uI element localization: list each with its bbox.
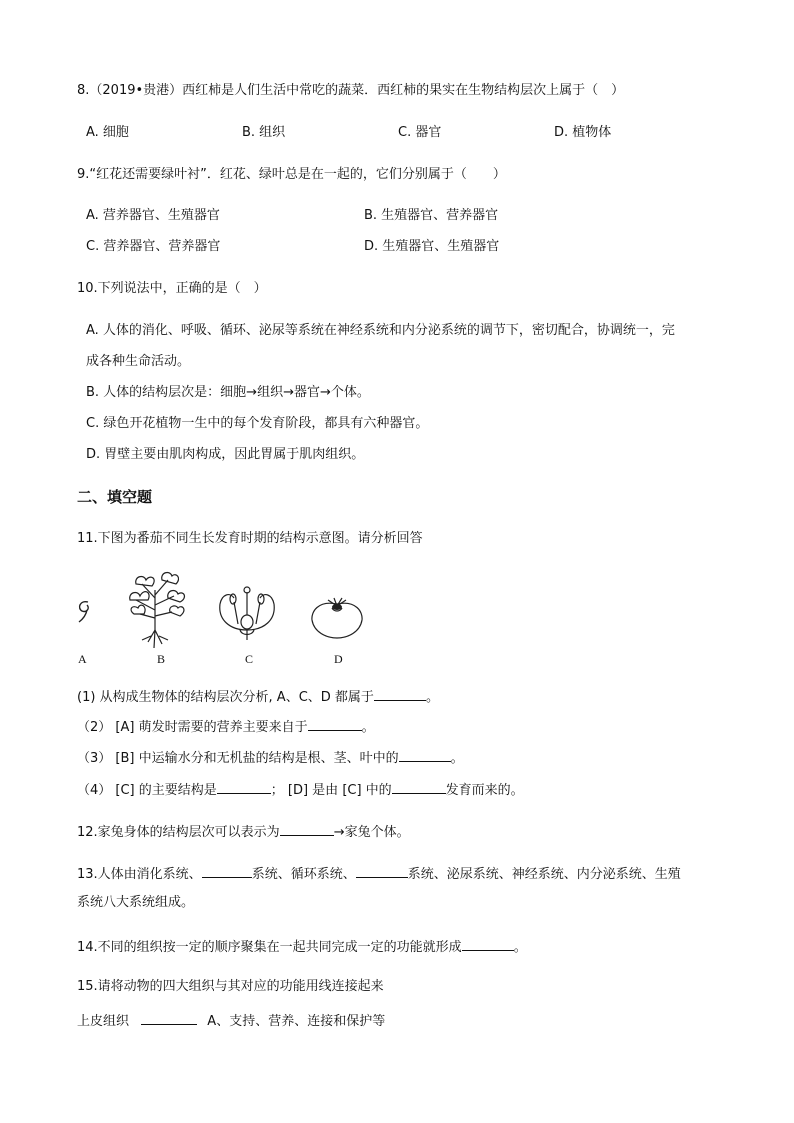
q15-row1-right: A、支持、营养、连接和保护等 (207, 1014, 386, 1029)
flower-figure (214, 584, 280, 642)
tomato-figure (308, 594, 366, 640)
figure-label-b: B (157, 652, 166, 666)
q8-option-a[interactable]: A. 细胞 (86, 125, 129, 140)
q10-stem: 10.下列说法中，正确的是（ ） (77, 281, 267, 296)
q8-option-c[interactable]: C. 器官 (398, 125, 442, 140)
q11-sub2-end: 。 (361, 720, 375, 735)
q14-blank[interactable] (462, 936, 514, 951)
q9-option-c[interactable]: C. 营养器官、营养器官 (86, 239, 221, 254)
q13-line1 (77, 863, 681, 884)
q10-option-b[interactable]: B. 人体的结构层次是：细胞→组织→器官→个体。 (86, 385, 370, 400)
q9-option-d[interactable]: D. 生殖器官、生殖器官 (364, 239, 500, 254)
q8-option-d[interactable]: D. 植物体 (554, 125, 612, 140)
section-heading-fill-blank: 二、填空题 (77, 488, 153, 506)
q11-sub4-mid: ； [D] 是由 [C] 中的 (270, 783, 392, 798)
q11-sub4-text: （4） [C] 的主要结构是 (77, 783, 217, 798)
figure-label-c: C (245, 652, 254, 666)
q12-end: →家兔个体。 (333, 825, 410, 840)
q10-option-a-line2: 成各种生命活动。 (86, 354, 191, 369)
q11-sub2-text: （2） [A] 萌发时需要的营养主要来自于 (77, 720, 308, 735)
seed-figure (74, 598, 100, 628)
q13-text-2: 系统、循环系统、 (251, 867, 356, 882)
q11-sub2-blank[interactable] (308, 716, 362, 731)
q10-option-a-line1[interactable]: A. 人体的消化、呼吸、循环、泌尿等系统在神经系统和内分泌系统的调节下，密切配合，协调统一，完 (86, 323, 675, 338)
q13-blank-1[interactable] (202, 863, 252, 878)
q11-stem: 11.下图为番茄不同生长发育时期的结构示意图。请分析回答 (77, 531, 423, 546)
q11-sub4 (77, 779, 524, 800)
q9-stem: 9.“红花还需要绿叶衬”．红花、绿叶总是在一起的，它们分别属于（ ） (77, 167, 506, 182)
q11-sub3 (77, 747, 464, 768)
q13-blank-2[interactable] (356, 863, 408, 878)
q13-text-1: 13.人体由消化系统、 (77, 867, 202, 882)
figure-label-a: A (78, 652, 87, 666)
q13-line2: 系统八大系统组成。 (77, 895, 195, 910)
q14-end: 。 (513, 940, 527, 955)
q15-row1-blank[interactable] (141, 1010, 197, 1025)
q14 (77, 936, 527, 957)
q15-row1-left: 上皮组织 (77, 1014, 130, 1029)
q15-row1 (77, 1010, 385, 1031)
q11-sub4-blank-1[interactable] (217, 779, 271, 794)
q10-option-d[interactable]: D. 胃壁主要由肌肉构成，因此胃属于肌肉组织。 (86, 447, 365, 462)
q13-text-3: 系统、泌尿系统、神经系统、内分泌系统、生殖 (407, 867, 681, 882)
q11-sub2 (77, 716, 375, 737)
q12 (77, 821, 410, 842)
q11-sub1-text: (1) 从构成生物体的结构层次分析, A、C、D 都属于 (77, 690, 374, 705)
q14-text: 14.不同的组织按一定的顺序聚集在一起共同完成一定的功能就形成 (77, 940, 462, 955)
q11-sub3-text: （3） [B] 中运输水分和无机盐的结构是根、茎、叶中的 (77, 751, 399, 766)
q12-text: 12.家兔身体的结构层次可以表示为 (77, 825, 280, 840)
q11-sub1-blank[interactable] (374, 686, 426, 701)
q9-option-b[interactable]: B. 生殖器官、营养器官 (364, 208, 499, 223)
q8-stem: 8.（2019•贵港）西红柿是人们生活中常吃的蔬菜．西红柿的果实在生物结构层次上属于（ ） (77, 83, 625, 98)
q12-blank[interactable] (280, 821, 334, 836)
figure-label-d: D (334, 652, 343, 666)
q11-sub1 (77, 686, 439, 707)
q11-sub3-end: 。 (450, 751, 464, 766)
q11-sub1-end: 。 (425, 690, 439, 705)
q10-option-c[interactable]: C. 绿色开花植物一生中的每个发育阶段，都具有六种器官。 (86, 416, 429, 431)
q8-option-b[interactable]: B. 组织 (242, 125, 286, 140)
q11-sub4-end: 发育而来的。 (445, 783, 524, 798)
q15-stem: 15.请将动物的四大组织与其对应的功能用线连接起来 (77, 979, 384, 994)
q9-option-a[interactable]: A. 营养器官、生殖器官 (86, 208, 220, 223)
q11-sub4-blank-2[interactable] (392, 779, 446, 794)
plant-figure (118, 570, 192, 652)
q11-sub3-blank[interactable] (399, 747, 451, 762)
